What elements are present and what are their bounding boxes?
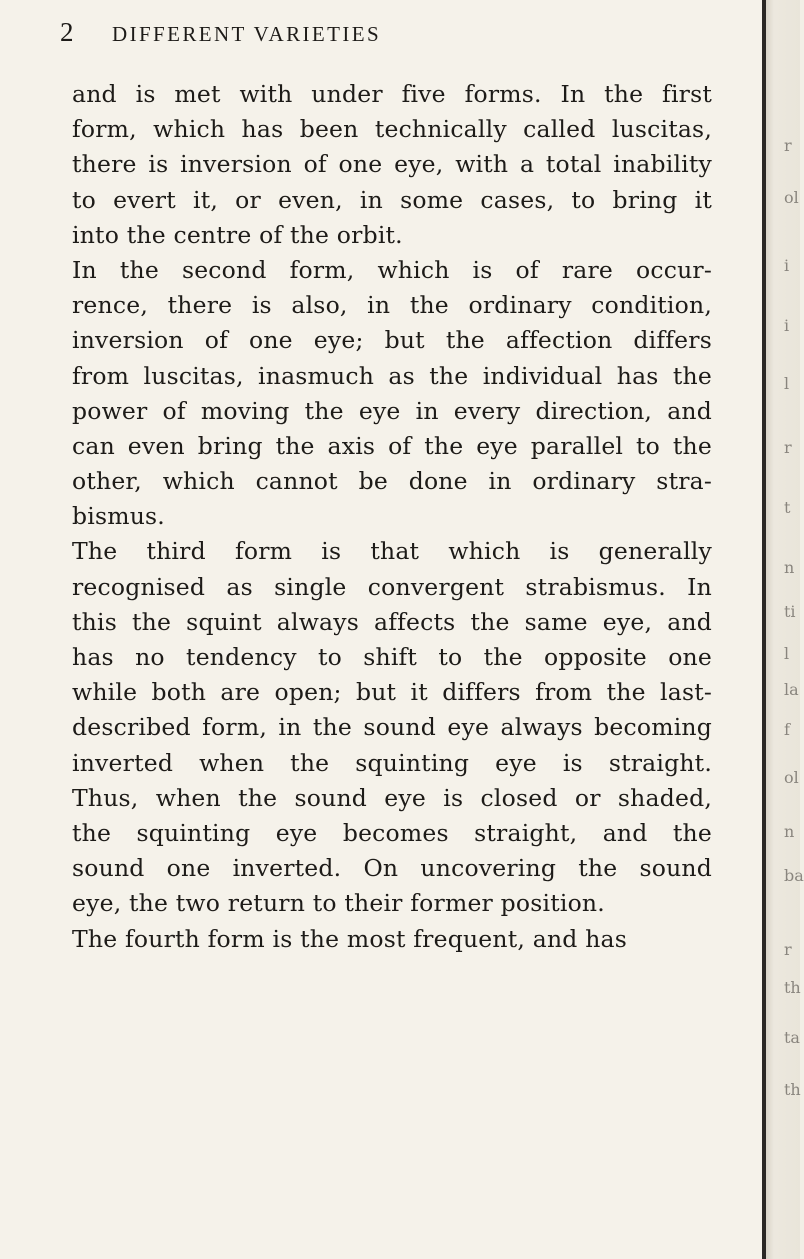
text-line: rence, there is also, in the ordinary condition, xyxy=(72,291,712,320)
text-line: In the second form, which is of rare occur- xyxy=(72,255,712,284)
text-line: has no tendency to shift to the opposite one xyxy=(72,643,712,671)
facing-page-letter: l xyxy=(784,374,790,393)
facing-page-letter: n xyxy=(784,558,795,577)
text-line: while both are open; but it differs from the last- xyxy=(72,678,712,707)
facing-page-letter: t xyxy=(784,498,791,517)
text-line: the squinting eye becomes straight, and the xyxy=(72,818,712,847)
text-line: eye, the two return to their former position. xyxy=(72,889,605,918)
text-line: recognised as single convergent strabismus. In xyxy=(72,572,712,601)
text-line: other, which cannot be done in ordinary stra- xyxy=(72,467,712,496)
facing-page-letter: n xyxy=(784,822,795,841)
text-line: sound one inverted. On uncovering the sound xyxy=(72,854,712,883)
facing-page-letter: th xyxy=(784,1080,801,1099)
facing-page-letter: ba xyxy=(784,866,804,885)
text-line: and is met with under five forms. In the first xyxy=(72,80,712,108)
text-line: bismus. xyxy=(72,502,165,531)
facing-page-letter: r xyxy=(784,940,792,959)
facing-page-letter: f xyxy=(784,720,790,739)
facing-page-letter: th xyxy=(784,978,801,997)
text-line: into the centre of the orbit. xyxy=(72,220,403,249)
text-line: from luscitas, inasmuch as the individual has the xyxy=(72,361,712,390)
text-line: described form, in the sound eye always becoming xyxy=(72,713,712,742)
text-line: can even bring the axis of the eye parallel to the xyxy=(72,431,712,460)
facing-page-letter: ol xyxy=(784,188,799,207)
text-line: there is inversion of one eye, with a total inability xyxy=(72,150,712,179)
text-line: Thus, when the sound eye is closed or shaded, xyxy=(72,783,712,812)
facing-page-letter: r xyxy=(784,438,792,457)
facing-page-letter: ol xyxy=(784,768,799,787)
facing-page-fragments xyxy=(770,0,804,1259)
text-line: power of moving the eye in every direction, and xyxy=(72,396,712,425)
facing-page-letter: i xyxy=(784,256,790,275)
facing-page-letter: l xyxy=(784,644,790,663)
running-head: DIFFERENT VARIETIES xyxy=(112,22,382,46)
facing-page-letter: la xyxy=(784,680,799,699)
text-line: inverted when the squinting eye is straight. xyxy=(72,748,712,777)
body-text xyxy=(72,77,712,957)
facing-page-letter: ta xyxy=(784,1028,800,1047)
text-line: this the squint always affects the same eye, and xyxy=(72,607,712,636)
text-line: inversion of one eye; but the affection differs xyxy=(72,326,712,355)
text-line: form, which has been technically called luscitas, xyxy=(72,115,712,144)
text-line: The third form is that which is generally xyxy=(72,537,712,566)
facing-page-letter: i xyxy=(784,316,790,335)
facing-page-letter: ti xyxy=(784,602,796,621)
page-number: 2 xyxy=(60,17,74,47)
text-line: to evert it, or even, in some cases, to bring it xyxy=(72,185,712,214)
text-line: The fourth form is the most frequent, and has xyxy=(72,924,627,953)
facing-page-letter: r xyxy=(784,136,792,155)
page-header xyxy=(0,16,762,48)
